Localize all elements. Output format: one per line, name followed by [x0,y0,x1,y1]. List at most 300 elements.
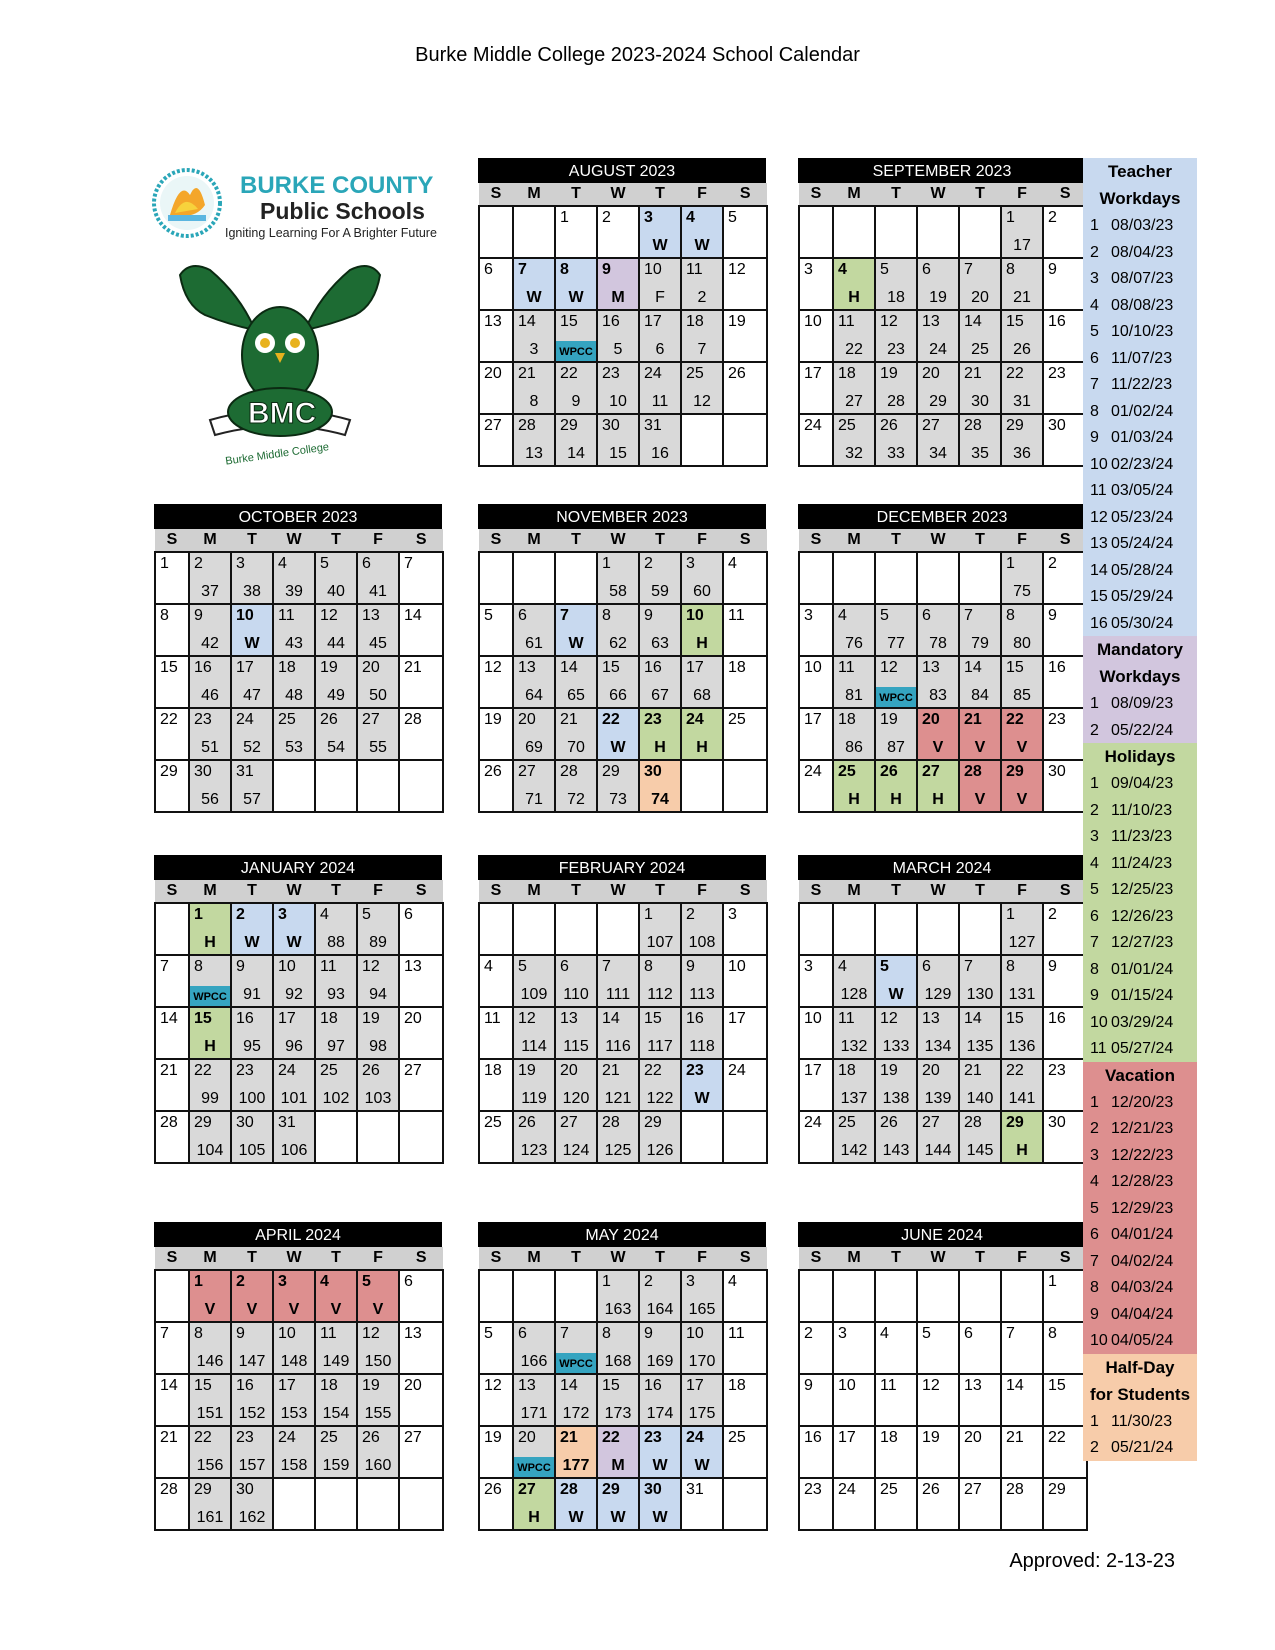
day-cell [273,1111,315,1163]
weekday-header: T [639,1247,681,1270]
day-cell [833,760,875,812]
week-row [155,955,443,1007]
day-cell [189,1059,231,1111]
legend-item [1083,1009,1197,1036]
legend-item-date: 08/03/23 [1111,217,1174,234]
day-number: 14 [602,1010,620,1027]
day-cell [1001,552,1043,604]
day-cell [833,1374,875,1426]
legend-item [1083,371,1197,398]
day-code: 36 [1013,445,1031,462]
day-code: 123 [520,1142,548,1159]
day-cell [555,206,597,258]
weekday-header: F [681,880,723,903]
day-number: 28 [160,1481,178,1498]
day-code: 119 [521,1090,547,1107]
weekday-header: W [597,1247,639,1270]
day-cell [479,1426,513,1478]
day-cell [1043,206,1087,258]
day-cell [1043,310,1087,362]
day-number: 21 [560,1429,578,1446]
week-row [479,760,767,812]
day-code: 19 [929,289,947,306]
weekday-header: W [917,529,959,552]
day-number: 3 [644,209,653,226]
day-number: 8 [160,607,169,624]
day-cell [1043,258,1087,310]
day-cell [315,604,357,656]
month-grid [798,880,1088,1164]
day-number: 24 [686,1429,704,1446]
weekday-header: M [513,880,555,903]
week-row [799,1111,1087,1163]
legend-item-date: 11/10/23 [1111,801,1173,819]
day-code: 163 [604,1301,632,1318]
day-code: 169 [646,1353,674,1370]
day-number: 8 [560,261,569,278]
day-cell [681,1270,723,1322]
day-code: W [610,1509,626,1526]
weekday-header: W [597,183,639,206]
day-number: 22 [1006,711,1024,728]
day-cell [639,552,681,604]
day-number: 22 [602,1429,620,1446]
weekday-header: T [959,880,1001,903]
day-number: 27 [560,1114,578,1131]
weekday-header: T [315,1247,357,1270]
weekday-header: S [399,529,443,552]
day-cell [231,1059,273,1111]
day-cell [833,1059,875,1111]
day-cell [399,1374,443,1426]
day-cell [597,206,639,258]
day-cell [723,1322,767,1374]
day-cell [681,1007,723,1059]
day-number: 22 [602,711,620,728]
day-cell [1001,1478,1043,1530]
day-number: 10 [804,313,822,330]
day-number: 11 [484,1010,501,1027]
day-cell [189,1374,231,1426]
day-cell [681,604,723,656]
legend-panel [1083,158,1197,1461]
day-code: 68 [693,687,711,704]
day-number: 4 [838,261,847,278]
day-cell [555,1374,597,1426]
day-code: 43 [285,635,303,652]
day-cell [479,760,513,812]
day-number: 13 [964,1377,982,1394]
day-code: W [244,934,260,951]
weekday-header: M [189,1247,231,1270]
weekday-header: T [315,529,357,552]
day-number: 5 [880,607,889,624]
day-cell [959,1007,1001,1059]
month-grid [478,529,768,813]
day-cell [231,604,273,656]
day-cell [1001,903,1043,955]
day-cell [681,656,723,708]
day-cell [273,760,315,812]
day-number: 16 [236,1010,254,1027]
week-row [479,1322,767,1374]
weekday-header: S [479,880,513,903]
day-cell [555,258,597,310]
day-number: 21 [404,659,422,676]
day-cell [799,258,833,310]
legend-item [1083,850,1197,877]
day-cell [723,708,767,760]
day-code: W [652,237,668,254]
day-code: 74 [651,791,669,808]
legend-item-index: 16 [1090,614,1108,632]
day-code: 35 [971,445,989,462]
day-cell [513,1111,555,1163]
day-cell [315,1374,357,1426]
day-number: 29 [644,1114,662,1131]
day-code: 156 [196,1457,224,1474]
month-calendar-march-2024 [798,855,1086,1164]
day-cell [231,903,273,955]
day-number: 17 [804,1062,822,1079]
day-number: 6 [922,607,931,624]
day-code: W [694,237,710,254]
day-number: 21 [964,365,982,382]
day-cell [917,414,959,466]
legend-item-index: 11 [1090,1040,1107,1057]
day-code: 16 [651,445,669,462]
day-number: 9 [236,958,245,975]
week-row [479,552,767,604]
week-row [799,1426,1087,1478]
day-cell [357,708,399,760]
day-number: 19 [362,1377,380,1394]
day-number: 5 [320,555,329,572]
week-row [155,656,443,708]
week-row [155,708,443,760]
week-row [799,414,1087,466]
day-code: 81 [845,687,863,704]
day-cell [357,604,399,656]
weekday-header: T [315,880,357,903]
day-code: 112 [647,986,673,1003]
day-code: 30 [971,393,989,410]
day-cell [357,656,399,708]
weekday-header: W [597,529,639,552]
weekday-header: S [479,183,513,206]
day-cell [273,708,315,760]
day-cell [639,1059,681,1111]
day-code: 171 [520,1405,548,1422]
day-number: 11 [728,607,745,624]
legend-item-index: 1 [1090,775,1099,792]
legend-item-date: 03/05/24 [1111,482,1174,499]
day-cell [959,206,1001,258]
day-cell [723,258,767,310]
day-cell [723,310,767,362]
day-cell [357,760,399,812]
day-cell [273,1059,315,1111]
week-row [155,903,443,955]
day-code: 95 [243,1038,261,1055]
day-number: 29 [1006,417,1024,434]
day-number: 17 [804,365,822,382]
day-cell [399,604,443,656]
day-number: 27 [484,417,502,434]
day-number: 14 [560,659,578,676]
day-number: 30 [1048,417,1066,434]
legend-item-date: 11/30/23 [1111,1412,1173,1430]
legend-section-teacher [1083,158,1197,636]
day-cell [799,1059,833,1111]
day-code: 118 [689,1038,715,1055]
day-cell [639,656,681,708]
day-code: 100 [238,1090,266,1107]
day-cell [513,1426,555,1478]
day-cell [597,258,639,310]
day-code: 5 [613,341,623,358]
day-cell [273,1270,315,1322]
day-cell [917,206,959,258]
legend-item [1083,1221,1197,1248]
legend-item-index: 1 [1090,217,1099,234]
day-number: 12 [880,659,898,676]
day-cell [723,1270,767,1322]
day-number: 7 [518,261,527,278]
day-number: 8 [602,607,611,624]
day-number: 12 [484,659,502,676]
day-cell [875,708,917,760]
logo-line2: Public Schools [260,198,425,224]
day-number: 31 [278,1114,296,1131]
day-number: 21 [160,1429,178,1446]
day-number: 19 [880,1062,898,1079]
day-cell [357,1478,399,1530]
day-cell [479,310,513,362]
day-code: 73 [609,791,627,808]
day-number: 17 [838,1429,856,1446]
legend-item-date: 08/04/23 [1111,243,1174,261]
day-cell [833,310,875,362]
day-cell [833,955,875,1007]
day-code: 97 [327,1038,345,1055]
day-number: 28 [964,1114,982,1131]
day-cell [273,1322,315,1374]
day-cell [875,1270,917,1322]
legend-section-holidays [1083,743,1197,1062]
day-cell [597,362,639,414]
day-number: 2 [1048,906,1057,923]
legend-item-index: 2 [1090,1120,1099,1137]
day-cell [833,206,875,258]
day-cell [681,362,723,414]
day-cell [479,258,513,310]
weekday-header: M [513,529,555,552]
day-number: 30 [1048,763,1066,780]
day-cell [513,362,555,414]
legend-heading: for Students [1089,1384,1191,1404]
week-row [479,903,767,955]
day-code: W [888,986,904,1003]
day-cell [479,1270,513,1322]
day-code: 71 [525,791,543,808]
legend-item-index: 4 [1090,854,1099,872]
day-code: 127 [1008,934,1036,951]
day-number: 21 [160,1062,178,1079]
day-code: 28 [887,393,905,410]
day-code: 44 [327,635,345,652]
day-cell [833,552,875,604]
day-cell [681,206,723,258]
day-code: 67 [651,687,669,704]
day-cell [357,1426,399,1478]
day-cell [1001,1426,1043,1478]
day-number: 25 [838,417,856,434]
month-grid [478,183,768,467]
day-cell [681,955,723,1007]
weekday-header: S [155,1247,189,1270]
day-cell [555,414,597,466]
day-code: 34 [929,445,947,462]
month-grid [478,1247,768,1531]
weekday-header: F [1001,183,1043,206]
day-number: 25 [320,1429,338,1446]
day-number: 11 [320,958,337,975]
day-number: 20 [922,1062,940,1079]
week-row [155,1111,443,1163]
day-cell [399,1270,443,1322]
legend-item [1083,770,1197,797]
day-cell [799,903,833,955]
weekday-header: M [513,183,555,206]
day-code: 6 [655,341,665,358]
day-number: 18 [320,1377,338,1394]
day-number: 26 [320,711,338,728]
legend-item-index: 2 [1090,721,1099,739]
day-number: 2 [194,555,203,572]
day-code: H [528,1509,540,1526]
day-number: 28 [404,711,422,728]
weekday-header: T [875,529,917,552]
legend-item-date: 12/26/23 [1111,907,1174,925]
week-row [799,903,1087,955]
legend-item-index: 10 [1090,1332,1108,1349]
day-number: 22 [644,1062,662,1079]
day-code: 72 [567,791,585,808]
day-cell [799,760,833,812]
weekday-header: F [1001,1247,1043,1270]
day-cell [479,1111,513,1163]
day-number: 18 [880,1429,898,1446]
day-number: 15 [1006,1010,1024,1027]
day-cell [479,206,513,258]
day-code: 136 [1008,1038,1036,1055]
day-number: 9 [1048,261,1057,278]
day-code: 93 [327,986,345,1003]
day-cell [1043,604,1087,656]
day-number: 24 [236,711,254,728]
day-number: 16 [686,1010,704,1027]
week-row [155,760,443,812]
legend-item-date: 09/04/23 [1111,775,1174,792]
day-number: 3 [236,555,245,572]
day-number: 25 [320,1062,338,1079]
legend-item [1083,956,1197,983]
day-cell [917,258,959,310]
day-cell [513,955,555,1007]
day-cell [1043,760,1087,812]
legend-item [1083,1142,1197,1169]
weekday-header: W [597,880,639,903]
day-code: 42 [201,635,219,652]
day-code: 57 [243,791,261,808]
day-number: 9 [644,607,653,624]
day-cell [555,1111,597,1163]
legend-item-date: 12/29/23 [1111,1199,1174,1217]
day-number: 23 [236,1062,254,1079]
day-number: 10 [804,1010,822,1027]
day-code: WPCC [514,1457,554,1477]
day-cell [917,760,959,812]
day-cell [799,206,833,258]
day-cell [959,310,1001,362]
day-number: 15 [1048,1377,1066,1394]
day-cell [273,1374,315,1426]
legend-item-index: 1 [1090,1412,1099,1430]
day-code: 129 [924,986,952,1003]
legend-item-index: 7 [1090,934,1099,951]
day-cell [315,552,357,604]
day-cell [1043,955,1087,1007]
day-code: 46 [201,687,219,704]
day-code: 32 [845,445,863,462]
day-number: 1 [1006,209,1015,226]
day-number: 18 [838,1062,856,1079]
weekday-header: S [1043,1247,1087,1270]
legend-heading: Half-Day [1105,1357,1175,1377]
day-cell [479,656,513,708]
day-cell [479,414,513,466]
legend-item [1083,1168,1197,1195]
legend-item-index: 2 [1090,801,1099,819]
logo-line1: BURKE COUNTY [240,172,434,199]
day-cell [1001,310,1043,362]
weekday-header: T [231,1247,273,1270]
day-code: 64 [525,687,543,704]
week-row [799,1374,1087,1426]
day-number: 27 [964,1481,982,1498]
month-calendar-november-2023 [478,504,766,813]
day-cell [357,955,399,1007]
day-number: 8 [194,958,203,975]
month-grid [154,529,444,813]
legend-item-index: 8 [1090,960,1099,978]
day-code: 26 [1013,341,1031,358]
week-row [155,604,443,656]
day-number: 9 [804,1377,813,1394]
day-number: 24 [686,711,704,728]
day-cell [189,552,231,604]
month-header: FEBRUARY 2024 [478,855,766,880]
day-code: 104 [196,1142,224,1159]
day-number: 12 [362,958,380,975]
day-number: 2 [686,906,695,923]
day-code: 172 [562,1405,590,1422]
day-cell [597,708,639,760]
day-cell [723,1374,767,1426]
day-number: 16 [194,659,212,676]
day-cell [189,760,231,812]
